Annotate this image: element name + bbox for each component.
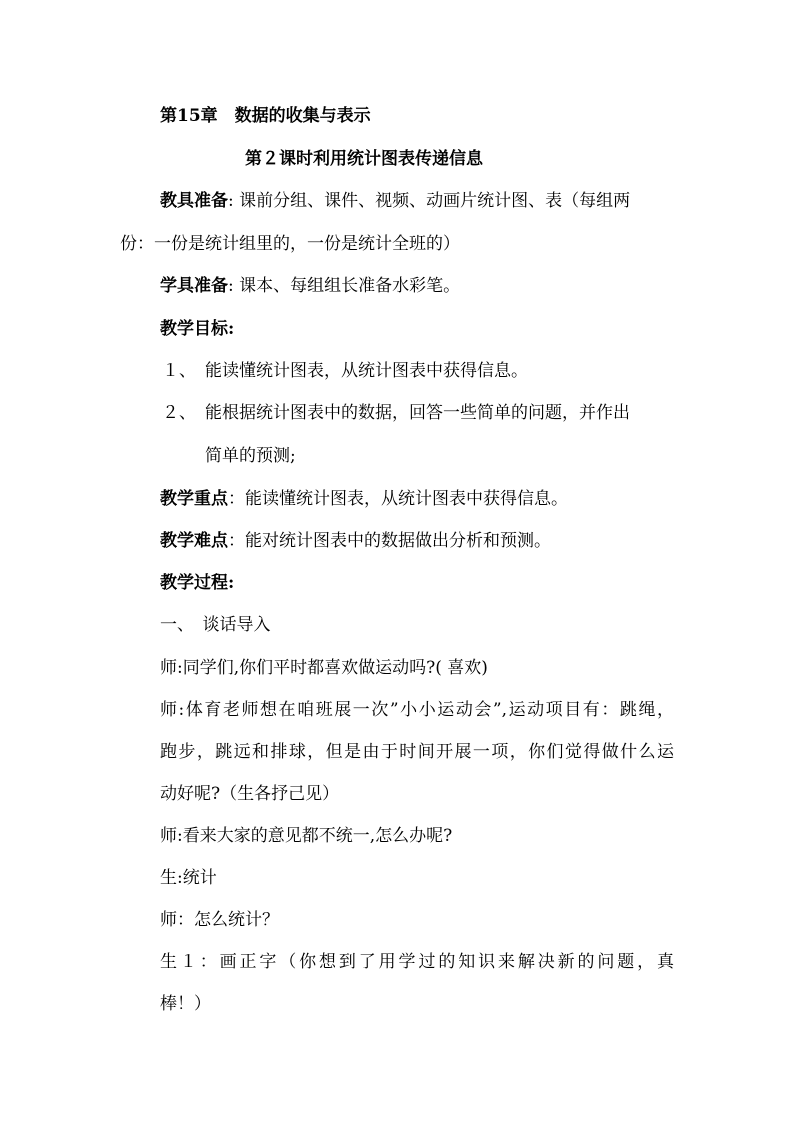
key-point-text: ：能读懂统计图表，从统计图表中获得信息。 bbox=[228, 489, 568, 509]
difficulty-paragraph bbox=[160, 530, 551, 552]
teaching-aids-paragraph bbox=[160, 190, 674, 212]
learning-aids-text: : 课本、每组组长准备水彩笔。 bbox=[228, 276, 461, 296]
section-one-heading: 一、 谈话导入 bbox=[160, 615, 271, 635]
objectives-label: 教学目标: bbox=[160, 319, 235, 339]
objective-2-text-continued: 简单的预测; bbox=[205, 446, 296, 466]
dialogue-line-6-continued: 棒！） bbox=[160, 994, 211, 1014]
learning-aids-paragraph bbox=[160, 275, 460, 297]
key-point-label: 教学重点 bbox=[160, 489, 228, 509]
difficulty-text: ：能对统计图表中的数据做出分析和预测。 bbox=[228, 531, 551, 551]
teaching-aids-text: : 课前分组、课件、视频、动画片统计图、表（每组两 bbox=[228, 191, 631, 211]
dialogue-line-6: 生１：画正字（你想到了用学过的知识来解决新的问题，真 bbox=[160, 952, 674, 972]
dialogue-line-1: 师:同学们,你们平时都喜欢做运动吗?( 喜欢) bbox=[160, 658, 488, 678]
objective-1-number: １、 bbox=[162, 361, 196, 381]
dialogue-line-4: 生:统计 bbox=[160, 868, 217, 888]
objective-2-text: 能根据统计图表中的数据，回答一些简单的问题，并作出 bbox=[205, 403, 630, 423]
objective-2-number: ２、 bbox=[162, 403, 196, 423]
dialogue-line-2: 师:体育老师想在咱班展一次”小小运动会”,运动项目有：跳绳， bbox=[160, 700, 674, 720]
dialogue-line-5: 师：怎么统计？ bbox=[160, 910, 279, 930]
objective-1-text: 能读懂统计图表，从统计图表中获得信息。 bbox=[205, 361, 528, 381]
teaching-aids-text-continued: 份：一份是统计组里的，一份是统计全班的） bbox=[120, 234, 460, 254]
chapter-heading: 第15章 数据的收集与表示 bbox=[160, 106, 371, 126]
lesson-title: 第２课时利用统计图表传递信息 bbox=[245, 149, 483, 169]
learning-aids-label: 学具准备 bbox=[160, 276, 228, 296]
difficulty-label: 教学难点 bbox=[160, 531, 228, 551]
dialogue-line-2-end: 动好呢?（生各抒己见） bbox=[160, 784, 340, 804]
process-label: 教学过程: bbox=[160, 573, 235, 593]
key-point-paragraph bbox=[160, 488, 568, 510]
dialogue-line-3: 师:看来大家的意见都不统一,怎么办呢? bbox=[160, 826, 453, 846]
teaching-aids-label: 教具准备 bbox=[160, 191, 228, 211]
dialogue-line-2-continued: 跑步，跳远和排球，但是由于时间开展一项，你们觉得做什么运 bbox=[160, 742, 674, 762]
